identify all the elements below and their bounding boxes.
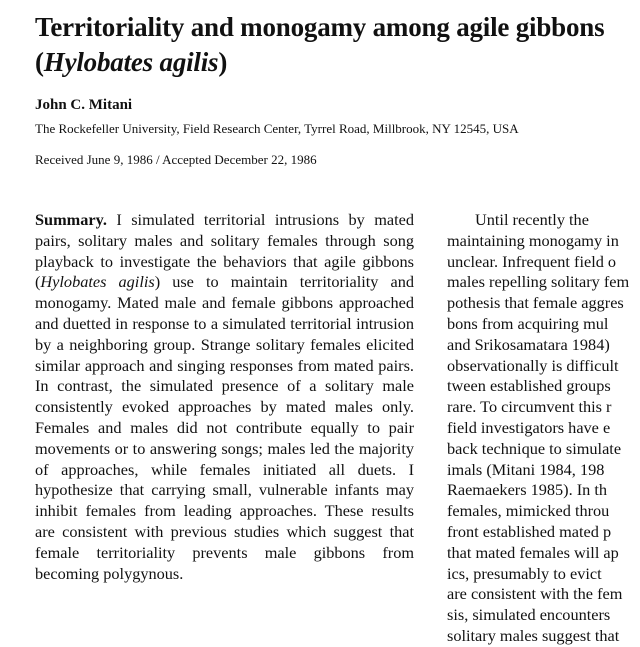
intro-line: front established mated p xyxy=(447,521,612,541)
received-accepted-dates: Received June 9, 1986 / Accepted December 22, 1986 xyxy=(35,152,317,167)
intro-line: are consistent with the fem xyxy=(447,584,623,604)
intro-line: females, mimicked throu xyxy=(447,501,610,521)
title-main: Territoriality and monogamy among agile gibbons xyxy=(35,12,605,42)
intro-line: Raemaekers 1985). In th xyxy=(447,480,608,500)
paper-title xyxy=(35,10,640,80)
author-affiliation: The Rockefeller University, Field Research Center, Tyrrel Road, Millbrook, NY 12545, USA xyxy=(35,121,519,136)
intro-column xyxy=(447,210,640,647)
intro-line: unclear. Infrequent field o xyxy=(447,251,617,271)
author-name: John C. Mitani xyxy=(35,97,133,113)
title-species: Hylobates agilis xyxy=(43,47,219,77)
title-paren-open: ( xyxy=(35,47,44,77)
intro-line: solitary males suggest that xyxy=(447,625,620,645)
intro-line: back technique to simulate xyxy=(447,438,622,458)
intro-line: ics, presumably to evict xyxy=(447,563,602,583)
intro-line: that mated females will ap xyxy=(447,542,619,562)
title-paren-close: ) xyxy=(218,47,228,77)
intro-line: sis, simulated encounters xyxy=(447,605,611,625)
intro-line: field investigators have e xyxy=(447,417,611,437)
summary-species: Hylobates agilis xyxy=(40,272,155,292)
intro-line: bons from acquiring mul xyxy=(447,313,609,333)
intro-line: tween established groups xyxy=(447,376,611,396)
summary-text-part2: ) use to maintain territoriality and monogamy. Mated male and female gibbons approached and duetted in response to a simulated territorial intrusion by a neighboring group. Strange solitary females elicited similar approach and singing responses from mated pairs. In contrast, the simulated presence of a solitary male consistently evoked approaches by mated males only. Females and males did not contribute equally to pair movements or to answering songs; males led the majority of approaches, while females initiated all duets. I hypothesize that carrying small, vulnerable infants may inhibit females from leading approaches. These results are consistent with previous studies which suggest that female territoriality prevents male gibbons from becoming polygynous. xyxy=(35,272,414,583)
intro-line: Until recently the xyxy=(475,210,589,229)
summary-text-part1: I simulated territorial intrusions by mated pairs, solitary males and solitary females through song playback to investigate the behaviors that agile gibbons ( xyxy=(35,210,414,292)
summary-column xyxy=(35,210,414,584)
summary-paragraph xyxy=(35,210,414,584)
intro-line: and Srikosamatara 1984) xyxy=(447,334,610,354)
intro-line: rare. To circumvent this r xyxy=(447,397,612,417)
intro-line: observationally is difficult xyxy=(447,355,619,375)
summary-label: Summary. xyxy=(35,210,107,229)
intro-line: males repelling solitary fem xyxy=(447,272,630,292)
intro-line: maintaining monogamy in xyxy=(447,230,619,250)
intro-line: pothesis that female aggres xyxy=(447,293,624,313)
intro-line: imals (Mitani 1984, 198 xyxy=(447,459,605,479)
